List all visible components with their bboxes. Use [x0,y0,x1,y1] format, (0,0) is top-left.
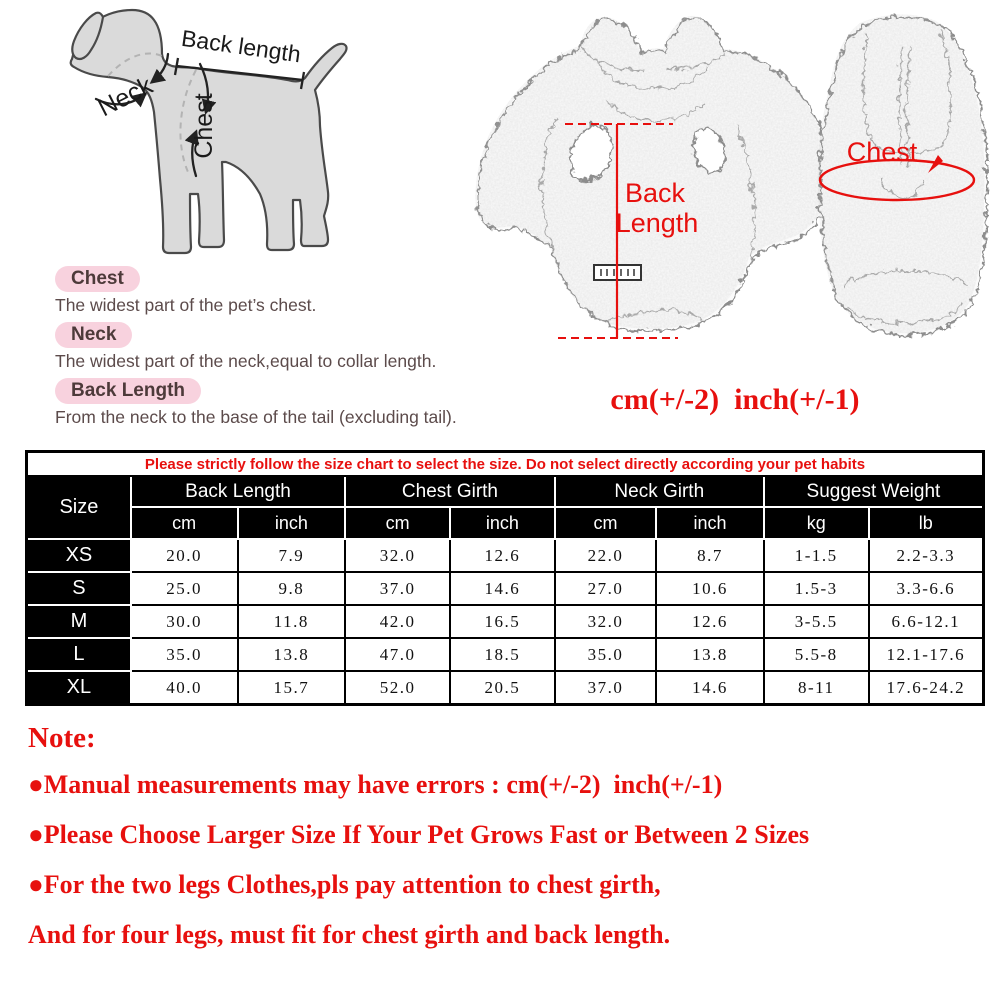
value-cell: 7.9 [238,539,346,572]
chest-pill: Chest [55,266,140,292]
dog-back-length-label: Back length [179,24,303,68]
garment-length-label: Length [615,208,699,238]
value-cell: 37.0 [555,671,656,705]
tolerance-note: cm(+/-2) inch(+/-1) [610,383,860,416]
value-cell: 35.0 [131,638,238,671]
table-row-s [27,572,984,605]
value-cell: 2.2-3.3 [869,539,984,572]
back-length-group-header: Back Length [131,476,345,507]
notes-section [28,722,809,970]
value-cell: 32.0 [345,539,450,572]
value-cell: 12.1-17.6 [869,638,984,671]
value-cell: 18.5 [450,638,555,671]
definition-chest [55,266,485,316]
value-cell: 15.7 [238,671,346,705]
value-cell: 8.7 [656,539,764,572]
value-cell: 13.8 [238,638,346,671]
suggest-weight-group-header: Suggest Weight [764,476,984,507]
garment-side-view [800,5,1000,345]
size-label: S [27,572,131,605]
value-cell: 14.6 [656,671,764,705]
value-cell: 20.5 [450,671,555,705]
value-cell: 40.0 [131,671,238,705]
value-cell: 16.5 [450,605,555,638]
table-row-xs [27,539,984,572]
value-cell: 3.3-6.6 [869,572,984,605]
value-cell: 12.6 [656,605,764,638]
neck-girth-group-header: Neck Girth [555,476,764,507]
value-cell: 6.6-12.1 [869,605,984,638]
value-cell: 25.0 [131,572,238,605]
unit-cell: kg [764,507,869,539]
unit-cell: inch [656,507,764,539]
value-cell: 47.0 [345,638,450,671]
note-line: And for four legs, must fit for chest girth and back length. [28,920,671,949]
back-length-pill: Back Length [55,378,201,404]
neck-pill: Neck [55,322,132,348]
size-table-container [25,450,985,706]
table-row-l [27,638,984,671]
note-title: Note: [28,722,96,754]
note-line: ●Please Choose Larger Size If Your Pet Grows Fast or Between 2 Sizes [28,820,810,849]
value-cell: 3-5.5 [764,605,869,638]
value-cell: 5.5-8 [764,638,869,671]
size-label: L [27,638,131,671]
value-cell: 17.6-24.2 [869,671,984,705]
fur-texture [475,16,828,329]
unit-cell: lb [869,507,984,539]
fur-texture-side [818,14,985,333]
unit-cell: inch [450,507,555,539]
value-cell: 20.0 [131,539,238,572]
table-row-m [27,605,984,638]
value-cell: 11.8 [238,605,346,638]
value-cell: 12.6 [450,539,555,572]
size-label: XL [27,671,131,705]
value-cell: 35.0 [555,638,656,671]
size-header-cell: Size [27,476,131,539]
unit-cell: inch [238,507,346,539]
chest-definition-text: The widest part of the pet’s chest. [55,295,317,315]
value-cell: 14.6 [450,572,555,605]
value-cell: 22.0 [555,539,656,572]
value-cell: 10.6 [656,572,764,605]
unit-cell: cm [345,507,450,539]
value-cell: 9.8 [238,572,346,605]
garment-back-label: Back [624,178,686,208]
definition-back-length [55,378,485,428]
unit-cell: cm [131,507,238,539]
dog-chest-label: Chest [190,93,218,159]
neck-definition-text: The widest part of the neck,equal to collar length. [55,351,437,371]
value-cell: 8-11 [764,671,869,705]
garment-front-view [455,5,855,350]
value-cell: 1-1.5 [764,539,869,572]
unit-cell: cm [555,507,656,539]
value-cell: 52.0 [345,671,450,705]
value-cell: 32.0 [555,605,656,638]
note-line: ●Manual measurements may have errors : cm(+/-2) inch(+/-1) [28,770,723,799]
value-cell: 37.0 [345,572,450,605]
size-label: M [27,605,131,638]
value-cell: 27.0 [555,572,656,605]
size-label: XS [27,539,131,572]
definition-neck [55,322,485,372]
garment-chest-label: Chest [846,137,918,167]
value-cell: 1.5-3 [764,572,869,605]
back-length-definition-text: From the neck to the base of the tail (excluding tail). [55,407,457,427]
value-cell: 13.8 [656,638,764,671]
measurement-definitions [55,266,485,434]
table-warning: Please strictly follow the size chart to select the size. Do not select directly according your pet habits [27,452,984,477]
table-row-xl [27,671,984,705]
dog-neck-label: Neck [93,71,158,123]
size-table [25,450,985,706]
note-line: ●For the two legs Clothes,pls pay attention to chest girth, [28,870,661,899]
value-cell: 30.0 [131,605,238,638]
unit-header-row [27,507,984,539]
chest-girth-group-header: Chest Girth [345,476,555,507]
value-cell: 42.0 [345,605,450,638]
dog-measurement-diagram [50,4,380,260]
